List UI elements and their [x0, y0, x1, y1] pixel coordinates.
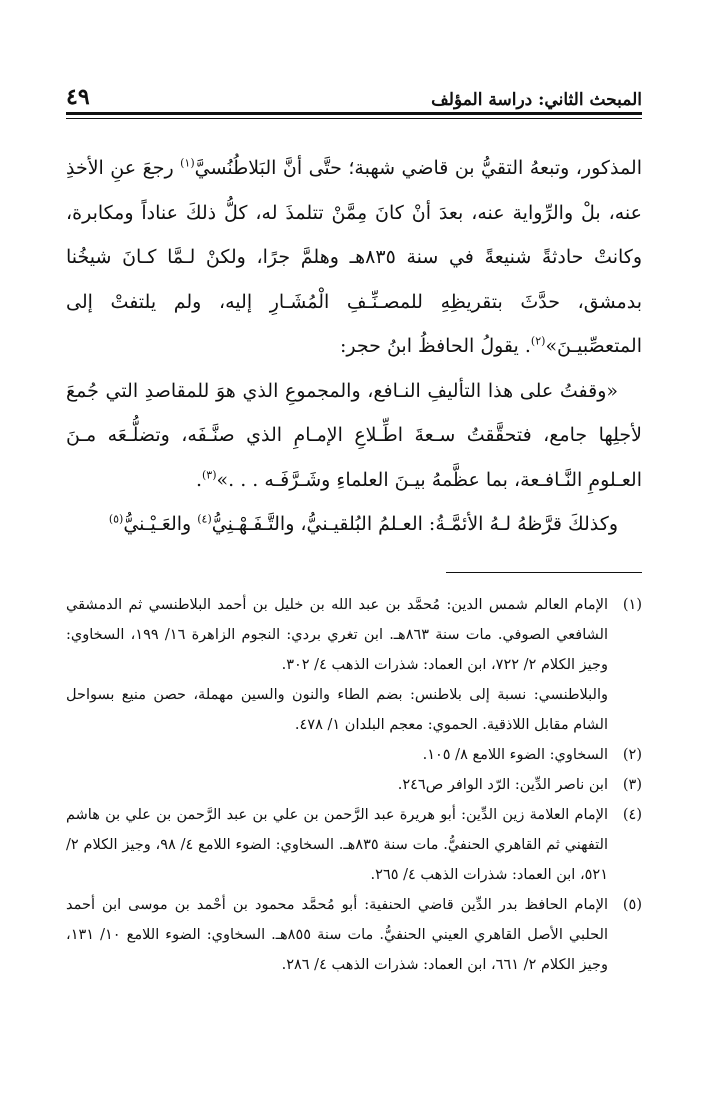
footnote-ref-2[interactable]: (٢): [530, 334, 546, 348]
block-quote: [66, 369, 642, 503]
footnote-1: [66, 590, 642, 680]
footnote-ref-1[interactable]: (١): [180, 156, 195, 170]
footnote-5: [66, 890, 642, 980]
footnote-text: السخاوي: الضوء اللامع ٨/ ١٠٥.: [422, 747, 608, 763]
footnote-number: (٤): [622, 807, 642, 823]
footnote-2: [66, 740, 642, 770]
footnote-text: الإمام الحافظ بدر الدِّين قاضي الحنفية: أبو مُحمَّد محمود بن أحْمد بن موسى ابن أحمد الحلبي الأصل القاهري العيني الحنفيُّ. مات سنة ٨٥٥هـ. السخاوي: الضوء اللامع ١٠/ ١٣١، وجيز الكلام ٢/ ٦٦١، ابن العماد: شذرات الذهب ٤/ ٢٨٦.: [66, 897, 608, 973]
paragraph-1-text-b: رجعَ عنِ الأخذِ عنه، بلْ والرِّواية عنه، بعدَ أنْ كانَ مِمَّنْ تتلمذَ له، كلُّ ذلكَ عناداً ومكابرة، وكانتْ حادثةً شنيعةً في سنة ٨٣٥هـ وهلمَّ جرًا، ولكنْ لـمَّا كـانَ شيخُنا بدمشق، حدَّثَ بتقريظِهِ للمصـنِّـفِ الْمُشَـارِ إليه، ولم يلتفتْ إلى المتعصِّبيـنَ»: [66, 157, 642, 357]
main-text: [66, 146, 642, 547]
footnote-ref-4[interactable]: (٤): [197, 512, 212, 526]
footnote-text: الإمام العالم شمس الدين: مُحمَّد بن عبد الله بن خليل بن أحمد البلاطنسي ثم الدمشقي الشافعي الصوفي. مات سنة ٨٦٣هـ. ابن تغري بردي: النجوم الزاهرة ١٦/ ١٩٩، السخاوي: وجيز الكلام ٢/ ٧٢٢، ابن العماد: شذرات الذهب ٤/ ٣٠٢.: [66, 597, 608, 673]
header-rule-thin: [66, 118, 642, 119]
footnote-number: (١): [622, 597, 642, 613]
header-rule-thick: [66, 112, 642, 115]
footnote-3: [66, 770, 642, 800]
footnote-ref-5[interactable]: (٥): [108, 512, 124, 526]
page-number: ٤٩: [66, 83, 90, 110]
quote-text: «وقفتُ على هذا التأليفِ النـافع، والمجموعِ الذي هوَ للمقاصدِ التي جُمعَ لأجلِها جامع، فتحقَّقتُ سـعةَ اطِّـلاعِ الإمـامِ الذي صنَّـفَه، وتضلُّـعَه مـنَ العـلومِ النَّـافـعة، بما عظَّمهُ بيـنَ العلماءِ وشَـرَّفَـه . . .»: [66, 379, 642, 491]
paragraph-3-text-a: وكذلكَ قرَّظهُ لـهُ الأئمَّـةُ: العـلمُ البُلقيـنيُّ، والتَّـفَـهْـنِيُّ: [211, 513, 618, 535]
paragraph-3-text-b: والعَـيْـنيُّ: [123, 513, 198, 535]
quote-end: .: [195, 468, 202, 491]
footnote-text: والبلاطنسي: نسبة إلى بلاطنس: بضم الطاء والنون والسين مهملة، حصن منيع بسواحل الشام مقابل اللاذقية. الحموي: معجم البلدان ١/ ٤٧٨.: [66, 687, 608, 733]
footnote-number: (٣): [622, 777, 642, 793]
paragraph-3: [66, 502, 642, 547]
footnotes: [66, 590, 642, 980]
footnote-1-continuation: [66, 680, 642, 740]
footnote-text: الإمام العلامة زين الدِّين: أبو هريرة عبد الرَّحمن بن علي بن عبد الرَّحمن بن علي بن هاشم التفهني ثم القاهري الحنفيُّ. مات سنة ٨٣٥هـ. السخاوي: الضوء اللامع ٤/ ٩٨، وجيز الكلام ٢/ ٥٢١، ابن العماد: شذرات الذهب ٤/ ٢٦٥.: [66, 807, 609, 883]
running-header: [66, 70, 642, 110]
footnote-text: ابن ناصر الدِّين: الرّد الوافر ص٢٤٦.: [397, 777, 608, 793]
paragraph-1-text-a: المذكور، وتبعهُ التقيُّ بن قاضي شهبة؛ حتَّى أنَّ البَلاطُنُسيَّ: [194, 157, 642, 179]
paragraph-1-text-c: . يقولُ الحافظُ ابنُ حجر:: [340, 335, 531, 357]
footnote-number: (٢): [622, 747, 642, 763]
header-title: المبحث الثاني: دراسة المؤلف: [431, 89, 642, 110]
footnote-divider: [446, 572, 642, 573]
footnote-ref-3[interactable]: (٣): [202, 468, 217, 482]
footnote-number: (٥): [622, 897, 642, 913]
paragraph-1: [66, 146, 642, 369]
footnote-4: [66, 800, 642, 890]
